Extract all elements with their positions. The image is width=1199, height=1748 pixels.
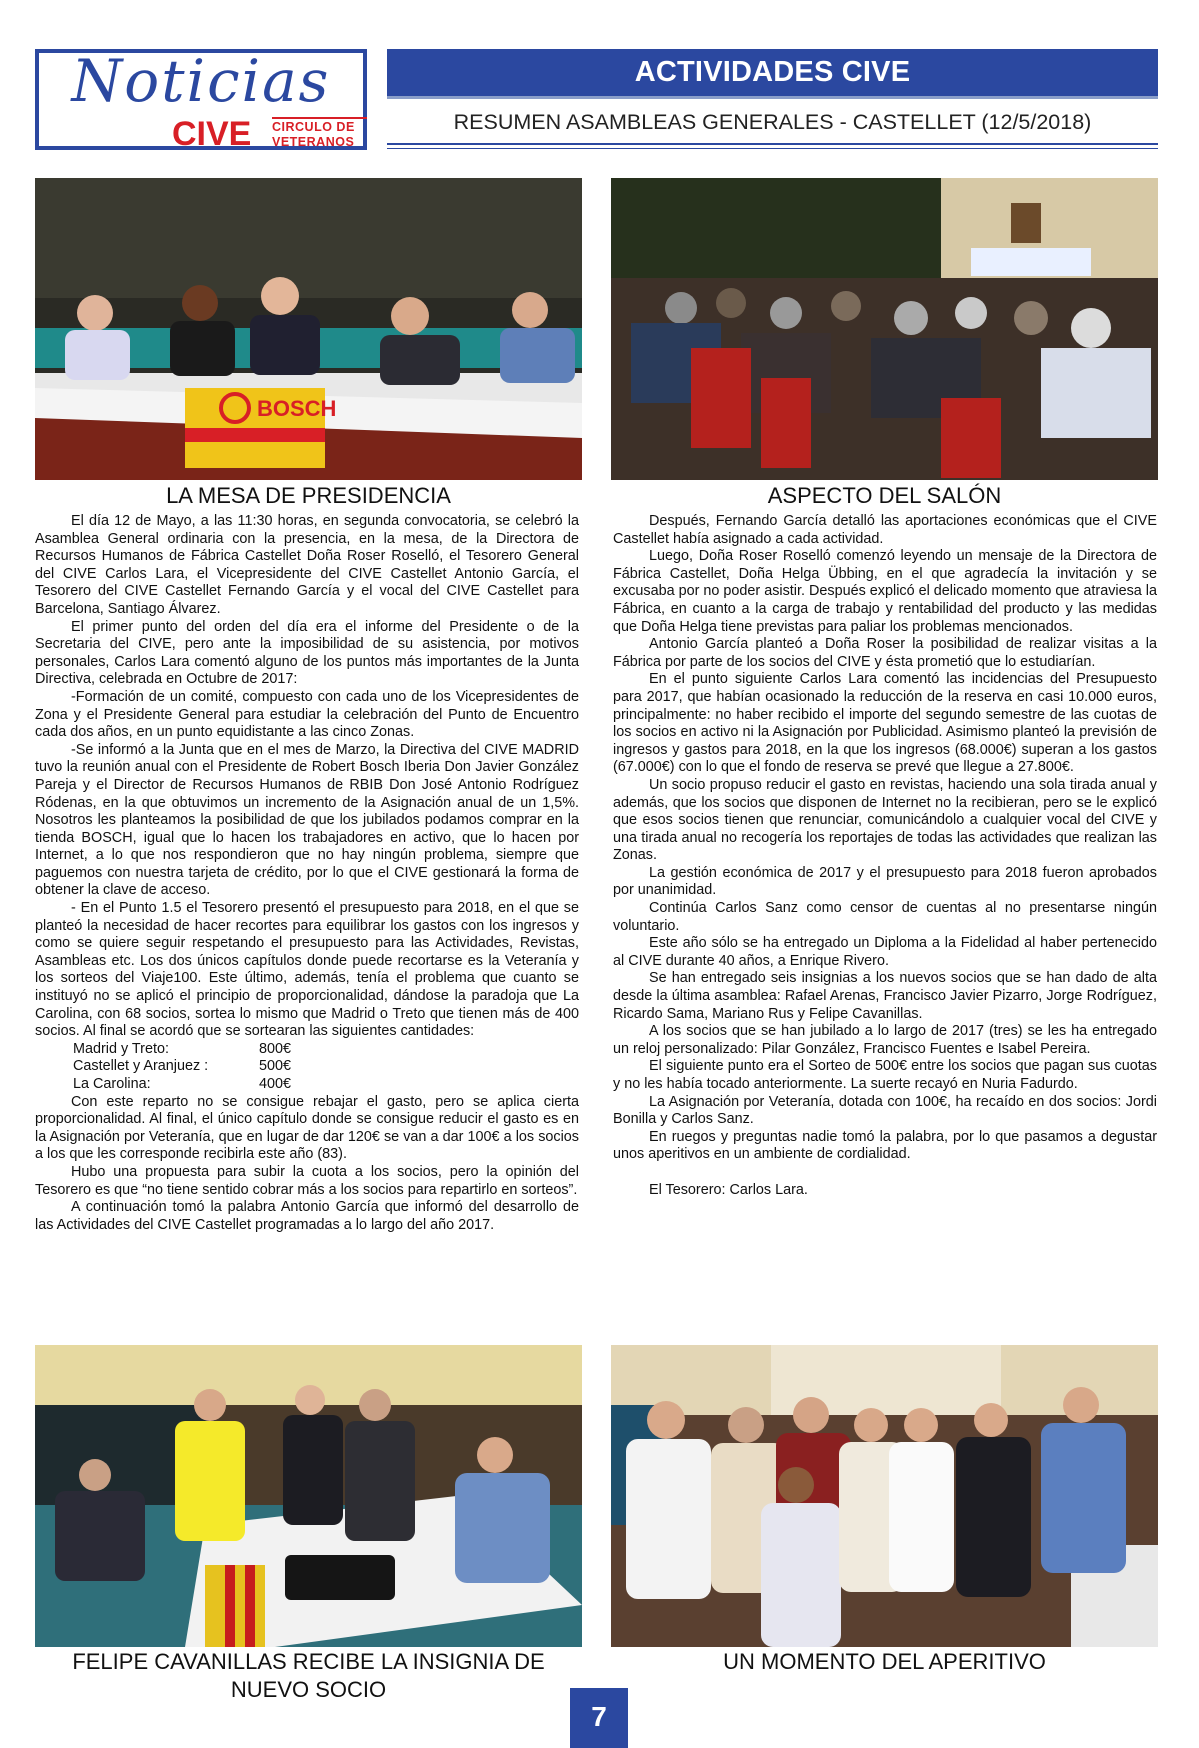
amount-row bbox=[73, 1076, 291, 1094]
paragraph: El siguiente punto era el Sorteo de 500€ entre los socios que pagan sus cuotas y no les había tocado anteriormente. La suerte recayó en Nuria Fadurdo. bbox=[613, 1058, 1157, 1092]
paragraph: En el punto siguiente Carlos Lara comentó las incidencias del Presupuesto para 2017, que habían ocasionado la reducción de la reserva en casi 10.000 euros, principalmente: no haber recibido el importe del segundo semestre de las cuotas de los socios en activo ni la Asignación por Publicidad. Asimismo planteó la previsión de ingresos y gastos para 2018, en la que los ingresos (68.000€) superan a los gastos (67.000€) con lo que el fondo de reserva se prevé que llegue a 27.800€. bbox=[613, 671, 1157, 776]
amount-label: Madrid y Treto: bbox=[73, 1040, 169, 1057]
section-title: ACTIVIDADES CIVE bbox=[634, 56, 911, 88]
paragraph: A continuación tomó la palabra Antonio García que informó del desarrollo de las Actividades del CIVE Castellet programadas a lo largo del año 2017. bbox=[35, 1199, 579, 1233]
paragraph: Después, Fernando García detalló las aportaciones económicas que el CIVE Castellet había asignado a cada actividad. bbox=[613, 513, 1157, 547]
paragraph: El día 12 de Mayo, a las 11:30 horas, en segunda convocatoria, se celebró la Asamblea General ordinaria con la presencia, en la mesa, de la Directora de Recursos Humanos de Fábrica Castellet Doña Roser Roselló, el Tesorero General del CIVE Carlos Lara, el Vicepresidente del CIVE Castellet Antonio García, el Tesorero del CIVE Castellet Fernando García y el vocal del CIVE Castellet para Barcelona, Santiago Álvarez. bbox=[35, 513, 579, 617]
caption-insignia-line-1: FELIPE CAVANILLAS RECIBE LA INSIGNIA DE bbox=[72, 1649, 545, 1674]
paragraph: Hubo una propuesta para subir la cuota a los socios, pero la opinión del Tesorero es que “no tiene sentido cobrar más a los socios para repartirlo en sorteos”. bbox=[35, 1163, 579, 1198]
paragraph: En ruegos y preguntas nadie tomó la palabra, por lo que pasamos a degustar unos aperitivos en un ambiente de cordialidad. bbox=[613, 1128, 1157, 1163]
logo-script-title: Noticias bbox=[71, 47, 331, 115]
logo-subtitle-line-2: VETERANOS bbox=[272, 135, 355, 149]
paragraph: El primer punto del orden del día era el informe del Presidente o de la Secretaria del CIVE, pero ante la imposibilidad de su asistencia, por motivos personales, Carlos Lara comentó alguno de los puntos más importantes de la Junta Directiva, celebrada en Octubre de 2017: bbox=[35, 618, 579, 688]
paragraph: La gestión económica de 2017 y el presupuesto para 2018 fueron aprobados por unanimidad. bbox=[613, 864, 1157, 899]
paragraph: -Se informó a la Junta que en el mes de Marzo, la Directiva del CIVE MADRID tuvo la reunión anual con el Presidente de Robert Bosch Iberia Don Javier González Pareja y el Director de Recursos Humanos de RBIB Don José Antonio Rodríguez Ródenas, en la que obtuvimos un incremento de la Asignación anual de un 1,5%. Nosotros les planteamos la posibilidad de que los jubilados podamos comprar en la tienda BOSCH, igual que lo hacen los trabajadores en activo, que lo hacen por Internet, a lo que nos respondieron que no hay ningún problema, siempre que paguemos con nuestra tarjeta de crédito, por lo que el CIVE gestionará la forma de obtener la clave de acceso. bbox=[35, 741, 579, 899]
logo-cive-text: CIVE bbox=[172, 115, 252, 153]
caption-aperitif: UN MOMENTO DEL APERITIVO bbox=[723, 1649, 1046, 1674]
caption-insignia-line-2: NUEVO SOCIO bbox=[230, 1677, 387, 1702]
amount-row bbox=[73, 1058, 291, 1076]
header-rule bbox=[387, 143, 1158, 145]
caption-insignia bbox=[35, 1648, 582, 1704]
amounts-table bbox=[73, 1041, 291, 1094]
paragraph: Se han entregado seis insignias a los nuevos socios que se han dado de alta desde la última asamblea: Rafael Arenas, Francisco Javier Pizarro, Jorge Rodríguez, Ricardo Sama, Mariano Rus y Felipe Cavanillas. bbox=[613, 970, 1157, 1022]
paragraph: La Asignación por Veteranía, dotada con 100€, ha recaído en dos socios: Jordi Bonilla y Carlos Sanz. bbox=[613, 1093, 1157, 1128]
page-number: 7 bbox=[570, 1688, 628, 1748]
amount-label: Castellet y Aranjuez : bbox=[73, 1058, 209, 1075]
newsletter-logo bbox=[35, 47, 367, 153]
logo-subtitle-line-1: CIRCULO DE bbox=[272, 120, 355, 134]
amount-label: La Carolina: bbox=[73, 1076, 151, 1092]
paragraph: Un socio propuso reducir el gasto en revistas, haciendo una sola tirada anual y además, que los socios que disponen de Internet no la recibieran, pero se le explicó que esos socios tienen que renunciar, comunicándolo a cualquier vocal del CIVE y una tirada anual no recogería los reportajes de todas las actividades que realizan las Zonas. bbox=[613, 776, 1157, 864]
caption-hall: ASPECTO DEL SALÓN bbox=[767, 483, 1002, 508]
page-subtitle: RESUMEN ASAMBLEAS GENERALES - CASTELLET (12/5/2018) bbox=[453, 110, 1092, 134]
section-banner bbox=[387, 49, 1158, 99]
amount-value: 800€ bbox=[259, 1040, 292, 1057]
header-rule-thin bbox=[387, 148, 1158, 149]
paragraph: Luego, Doña Roser Roselló comenzó leyendo un mensaje de la Directora de Fábrica Castellet, Doña Helga Übbing, en el que agradecía la invitación y se excusaba por no poder asistir. Después explicó el delicado momento que atraviesa la Fábrica, en cuanto a la carga de trabajo y rentabilidad del producto y las medidas que Doña Helga tiene previstas para paliar los problemas mencionados. bbox=[613, 548, 1157, 635]
paragraph: Este año sólo se ha entregado un Diploma a la Fidelidad al haber pertenecido al CIVE durante 40 años, a Enrique Rivero. bbox=[613, 935, 1157, 969]
amount-value: 400€ bbox=[259, 1076, 292, 1092]
logo-subtitle bbox=[272, 117, 367, 150]
paragraph: -Formación de un comité, compuesto con cada uno de los Vicepresidentes de Zona y el Presidente General para estudiar la celebración del Punto de Encuentro cada dos años, en un punto equidistante a las cinco Zonas. bbox=[35, 688, 579, 741]
photo-presidency-table bbox=[35, 178, 582, 480]
amount-row bbox=[73, 1041, 291, 1059]
paragraph: Antonio García planteó a Doña Roser la posibilidad de realizar visitas a la Fábrica por parte de los socios del CIVE y ésta prometió que lo estudiarían. bbox=[613, 636, 1157, 670]
article-right-column bbox=[613, 513, 1157, 1199]
signature: El Tesorero: Carlos Lara. bbox=[649, 1181, 808, 1198]
photo-hall bbox=[611, 178, 1158, 480]
amount-value: 500€ bbox=[259, 1058, 292, 1075]
bosch-banner-text: BOSCH bbox=[257, 396, 337, 421]
paragraph: Con este reparto no se consigue rebajar el gasto, pero se aplica cierta proporcionalidad. Al final, el único capítulo donde se consigue reducir el gasto es en la Asignación por Veteranía, que en lugar de dar 120€ se van a dar 100€ a los socios a los que les corresponde recibirla este año (83). bbox=[35, 1093, 579, 1163]
article-left-column bbox=[35, 513, 579, 1234]
photo-insignia-ceremony bbox=[35, 1345, 582, 1647]
photo-aperitif bbox=[611, 1345, 1158, 1647]
caption-presidency: LA MESA DE PRESIDENCIA bbox=[166, 483, 451, 508]
paragraph: Continúa Carlos Sanz como censor de cuentas al no presentarse ningún voluntario. bbox=[613, 900, 1157, 934]
paragraph: A los socios que se han jubilado a lo largo de 2017 (tres) se les ha entregado un reloj personalizado: Pilar González, Francisco Fuentes e Isabel Pereira. bbox=[613, 1023, 1157, 1057]
paragraph: - En el Punto 1.5 el Tesorero presentó el presupuesto para 2018, en el que se planteó la necesidad de hacer recortes para equilibrar los gastos con los ingresos y como se quiere seguir respetando el presupuesto para las Actividades, Revistas, Asambleas etc. Los dos únicos capítulos donde puede recortarse es la Veteranía y los sorteos del Viaje100. Este último, además, tenía el problema que cuanto se instituyó no se aplicó el principio de proporcionalidad, dándose la paradoja que La Carolina, con 68 socios, sortea lo mismo que Madrid o Treto que tienen más de 400 socios. Al final se acordó que se sortearan las siguientes cantidades: bbox=[35, 900, 579, 1040]
